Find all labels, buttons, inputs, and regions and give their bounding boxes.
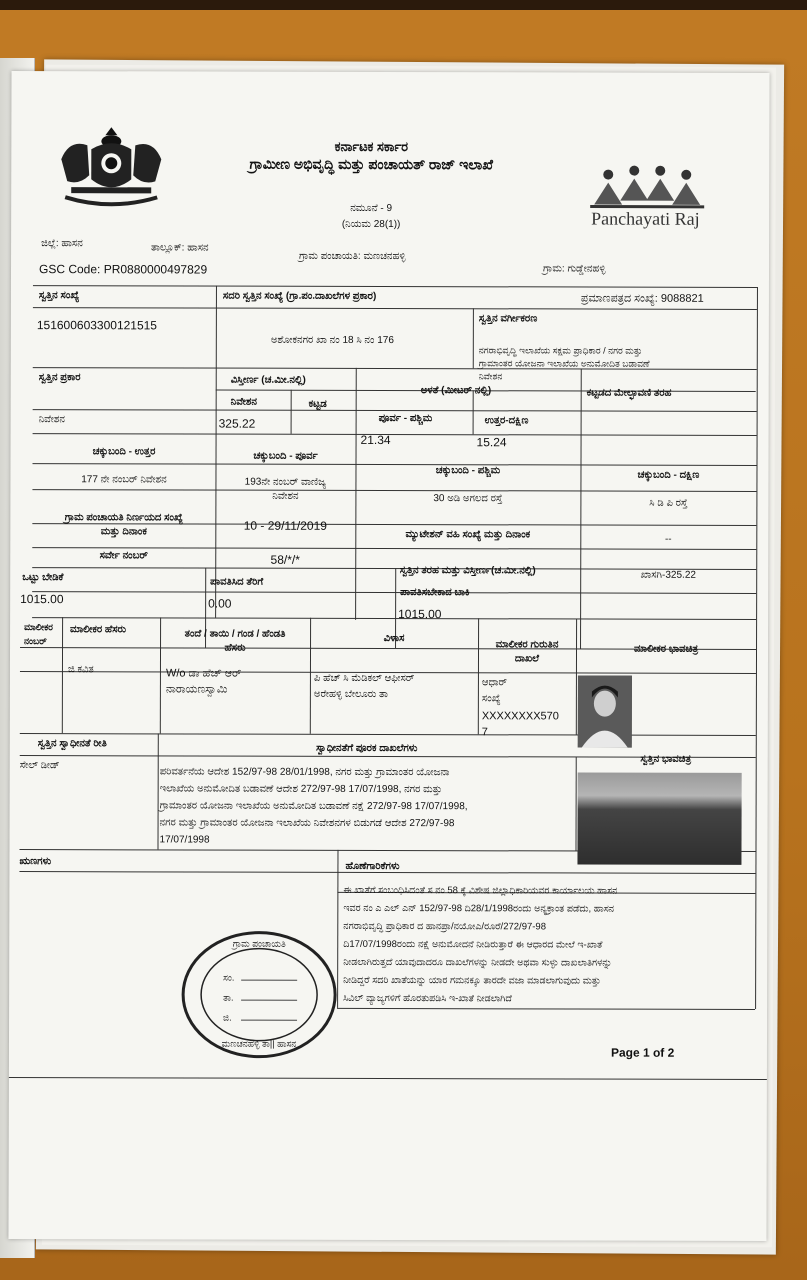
boundary-north-label: ಚಕ್ಕುಬಂದಿ - ಉತ್ತರ [92,446,156,458]
liabilities-line-2: ಇವರ ನಂ ಎ ಎಲ್ ಎನ್ 152/97-98 ದಿ28/1/1998ರಂದು ಅನ್ಯಕ್ರಾಂತ ಪಡೆದು, ಹಾಸನ [343,902,615,915]
seal-line-2: ತಾ. [223,992,234,1003]
seal-line-3: ಜಿ. [223,1012,232,1023]
boundary-west-value: 30 ಅಡಿ ಅಗಲದ ರಸ್ತೆ [433,493,503,505]
district: ಜಿಲ್ಲೆ: ಹಾಸನ [41,238,83,250]
id-doc-label-1: ಮಾಲೀಕರ ಗುರುತಿನ [495,639,559,651]
ownership-docs-line-3: ಗ್ರಾಮಾಂತರ ಯೋಜನಾ ಇಲಾಖೆಯ ಅನುಮೋದಿತ ಬಡಾವಣೆ ನಕ್ಷೆ 272/97-98 17/07/1998, [159,800,468,813]
property-photo-label: ಸ್ವತ್ತಿನ ಭಾವಚಿತ್ರ [640,753,692,765]
classification-label: ಸ್ವತ್ತಿನ ವರ್ಗೀಕರಣ [478,313,538,325]
dimension-label: ಅಳತೆ (ಮೀಟರ್ ನಲ್ಲಿ) [420,385,492,397]
survey-value: 58/*/* [270,552,300,567]
tax-paid-value: 0.00 [208,596,232,611]
boundary-north-value: 177 ನೇ ನಂಬರ್ ನಿವೇಶನ [81,474,167,486]
east-west-value: 21.34 [360,432,391,448]
liabilities-line-4: ದಿ17/07/1998ರಂದು ನಕ್ಷೆ ಅನುಮೋದನೆ ನೀಡಿರುತ್ತಾರೆ ಈ ಆಧಾರದ ಮೇಲೆ ಇ-ಖಾತೆ [343,938,603,951]
karnataka-emblem [51,119,171,209]
parent-name-value-1: W/o ಡಾ ಹೆಚ್ ಆರ್ [165,667,242,680]
resolution-label-2: ಮತ್ತು ದಿನಾಂಕ [100,526,147,538]
owner-photo [578,675,632,747]
owner-no-label-2: ನಂಬರ್ [24,636,47,647]
id-doc-value-1: ಆಧಾರ್ [481,677,508,689]
owner-name-label: ಮಾಲೀಕರ ಹೆಸರು [70,624,127,636]
village: ಗ್ರಾಮ: ಗುಡ್ಡೇನಹಳ್ಳಿ [542,263,606,275]
panchayat-seal [179,929,339,1059]
ownership-docs-line-2: ಇಲಾಖೆಯ ಅನುಮೋದಿತ ಬಡಾವಣೆ ಆದೇಶ 272/97-98 17/07/1998, ನಗರ ಮತ್ತು [159,783,443,796]
type-area-label: ಸ್ವತ್ತಿನ ತರಹ ಮತ್ತು ವಿಸ್ತೀರ್ಣ(ಚ.ಮೀ.ನಲ್ಲಿ) [399,565,536,577]
loans-label: ಋಣಗಳು [19,856,52,868]
boundary-south-label: ಚಕ್ಕುಬಂದಿ - ದಕ್ಷಿಣ [637,469,700,481]
panchayati-raj-logo [586,163,716,243]
liabilities-line-6: ನೀಡಿದ್ದರೆ ಸದರಿ ಖಾತೆಯನ್ನು ಯಾರ ಗಮನಕ್ಕೂ ತಾರದೇ ವಜಾ ಮಾಡಲಾಗುವುದು ಮತ್ತು [343,974,601,987]
total-demand-value: 1015.00 [20,592,64,607]
property-type-label: ಸ್ವತ್ತಿನ ಪ್ರಕಾರ [38,372,81,384]
area-label: ವಿಸ್ತೀರ್ಣ (ಚ.ಮೀ.ನಲ್ಲಿ) [230,374,306,386]
address-value-2: ಅರೇಹಳ್ಳಿ ಬೇಲೂರು ತಾ [313,688,388,700]
total-demand-label: ಒಟ್ಟು ಬೇಡಿಕೆ [22,572,64,584]
ownership-docs-label: ಸ್ವಾಧೀನತೆಗೆ ಪೂರಕ ದಾಖಲೆಗಳು [316,742,418,755]
seal-line-1: ಸಂ. [223,972,235,983]
liabilities-label: ಹೊಣೆಗಾರಿಕೆಗಳು [345,860,400,873]
boundary-west-label: ಚಕ್ಕುಬಂದಿ - ಪಶ್ಚಿಮ [435,465,501,477]
balance-value: 1015.00 [398,607,442,622]
ownership-docs-line-1: ಪರಿವರ್ತನೆಯ ಆದೇಶ 152/97-98 28/01/1998, ನಗರ ಮತ್ತು ಗ್ರಾಮಾಂತರ ಯೋಜನಾ [159,766,450,779]
seal-top-text: ಗ್ರಾಮ ಪಂಚಾಯತಿ [232,938,286,949]
ownership-method-value: ಸೇಲ್ ಡೀಡ್ [19,760,60,772]
local-no-value: ಅಶೋಕನಗರ ಖಾ ನಂ 18 ಸಿ ನಂ 176 [270,334,394,347]
ownership-docs-line-5: 17/07/1998 [159,834,210,846]
survey-label: ಸರ್ವೇ ನಂಬರ್ [99,550,148,562]
north-south-value: 15.24 [476,435,507,450]
address-label: ವಿಳಾಸ [383,632,405,645]
tax-paid-label: ಪಾವತಿಸಿದ ತೆರಿಗೆ [210,576,264,588]
north-south-label: ಉತ್ತರ-ದಕ್ಷಿಣ [484,415,529,427]
id-doc-value-2: ಸಂಖ್ಯೆ [481,693,501,705]
boundary-east-value-2: ನಿವೇಶನ [272,490,299,502]
mutation-value: -- [664,533,672,545]
gram-panchayat: ಗ್ರಾಮ ಪಂಚಾಯತಿ: ಮಣಚನಹಳ್ಳಿ [299,250,406,263]
owner-no-label-1: ಮಾಲೀಕರ [24,622,53,633]
liabilities-line-7: ಸಿವಿಲ್ ವ್ಯಾಜ್ಯಗಳಿಗೆ ಹೊರತುಪಡಿಸಿ ಇ-ಖಾತೆ ನೀಡಲಾಗಿದೆ [343,992,512,1005]
boundary-east-value-1: 193ನೇ ನಂಬರ್ ವಾಣಿಜ್ಯ [244,476,327,488]
local-no-label: ಸದರಿ ಸ್ವತ್ತಿನ ಸಂಖ್ಯೆ (ಗ್ರಾ.ಪಂ.ದಾಖಲೆಗಳ ಪ್ರಕಾರ) [222,290,377,302]
property-type-value: ನಿವೇಶನ [38,414,65,426]
parent-name-label-2: ಹೆಸರು [224,642,246,654]
page-number: Page 1 of 2 [610,1045,675,1060]
east-west-label: ಪೂರ್ವ - ಪಶ್ಚಿಮ [378,412,433,425]
site-area-value: 325.22 [218,416,256,431]
form-number: ನಮೂನೆ - 9 [350,202,393,215]
taluk: ತಾಲ್ಲೂಕ್: ಹಾಸನ [151,242,209,254]
classification-value-1: ನಗರಾಭಿವೃದ್ಧಿ ಇಲಾಖೆಯ ಸಕ್ಷಮ ಪ್ರಾಧಿಕಾರ / ನಗರ ಮತ್ತು [478,345,643,356]
type-area-value: ಖಾಸಗಿ-325.22 [640,569,696,581]
floor-type-label: ಕಟ್ಟಡದ ಮೇಲ್ಛಾವಣಿ ತರಹ [586,387,672,399]
mutation-label: ಮ್ಯುಟೇಶನ್ ವಹಿ ಸಂಖ್ಯೆ ಮತ್ತು ದಿನಾಂಕ [405,529,531,541]
panchayati-raj-text: Panchayati Raj [591,208,700,229]
classification-value-2: ಗ್ರಾಮಾಂತರ ಯೋಜನಾ ಇಲಾಖೆಯ ಅನುಮೋದಿತ ಬಡಾವಣೆ [478,358,650,369]
resolution-value: 10 - 29/11/2019 [243,518,327,533]
owner-name-value: ಜಿ ಕವಿತ [67,664,94,676]
liabilities-line-3: ನಗರಾಭಿವೃದ್ಧಿ ಪ್ರಾಧಿಕಾರ ದ ಹಾನಪ್ರಾ/ನಯೋಎ/ರೂರೆ/272/97-98 [343,920,547,933]
ownership-method-label: ಸ್ವತ್ತಿನ ಸ್ವಾಧೀನತೆ ರೀತಿ [37,738,107,750]
building-label: ಕಟ್ಟಡ [308,398,327,410]
property-no-value: 151600603300121515 [36,318,158,333]
gsc-code: GSC Code: PR0880000497829 [38,262,208,277]
id-doc-value-4: 7 [481,726,488,739]
liabilities-line-5: ನೀಡಲಾಗಿರುತ್ತದೆ ಯಾವುದಾದರೂ ದಾಖಲೆಗಳನ್ನು ನೀಡದೇ ಅಥವಾ ಸುಳ್ಳು ದಾಖಲಾತಿಗಳನ್ನು [343,956,612,969]
parent-name-label-1: ತಂದೆ / ತಾಯಿ / ಗಂಡ / ಹೆಂಡತಿ [184,628,286,640]
id-doc-label-2: ದಾಖಲೆ [514,653,540,665]
property-no-label: ಸ್ವತ್ತಿನ ಸಂಖ್ಯೆ [38,290,80,302]
balance-label: ಪಾವತಿಸಬೇಕಾದ ಬಾಕಿ [400,587,470,599]
boundary-east-label: ಚಕ್ಕುಬಂದಿ - ಪೂರ್ವ [253,450,318,462]
liabilities-line-1: ಈ ಖಾತೆಗೆ ಸಂಬಂಧಿಸಿದಂತೆ ಸ ನಂ 58 ಕ್ಕೆ ವಿಶೇಷ ಜಿಲ್ಲಾಧಿಕಾರಿಯವರ ಕಾರ್ಯಾಲಯ ಹಾಸನ [343,884,618,897]
classification-value-3: ನಿವೇಶನ [478,371,503,382]
header-state: ಕರ್ನಾಟಕ ಸರ್ಕಾರ [334,138,409,155]
resolution-label-1: ಗ್ರಾಮ ಪಂಚಾಯತಿ ನಿರ್ಣಯದ ಸಂಖ್ಯೆ [64,512,184,524]
form-rule: (ನಿಯಮ 28(1)) [341,218,401,231]
ownership-docs-line-4: ನಗರ ಮತ್ತು ಗ್ರಾಮಾಂತರ ಯೋಜನಾ ಇಲಾಖೆಯ ನಿವೇಶನಗಳ ಬಿಡುಗಡೆ ಆದೇಶ 272/97-98 [159,817,455,830]
certificate-number: ಪ್ರಮಾಣಪತ್ರದ ಸಂಖ್ಯೆ: 9088821 [580,292,704,305]
owner-photo-label: ಮಾಲೀಕರ ಭಾವಚಿತ್ರ [633,643,699,655]
parent-name-value-2: ನಾರಾಯಣಸ್ವಾಮಿ [165,683,228,696]
document-page [8,71,769,1241]
seal-bottom-text: ಮಣಚನಹಳ್ಳಿ ತಾ|| ಹಾಸನ [221,1038,297,1049]
site-label: ನಿವೇಶನ [230,396,257,408]
header-department: ಗ್ರಾಮೀಣ ಅಭಿವೃದ್ಧಿ ಮತ್ತು ಪಂಚಾಯತ್ ರಾಜ್ ಇಲಾಖೆ [249,155,494,173]
id-doc-value-3: XXXXXXXX570 [481,710,559,723]
address-value-1: ಪಿ ಹೆಚ್ ಸಿ ಮೆಡಿಕಲ್ ಆಫೀಸರ್ [313,672,415,685]
boundary-south-value: ಸಿ ಡಿ ಪಿ ರಸ್ತೆ [649,497,688,509]
property-photo [577,772,741,864]
